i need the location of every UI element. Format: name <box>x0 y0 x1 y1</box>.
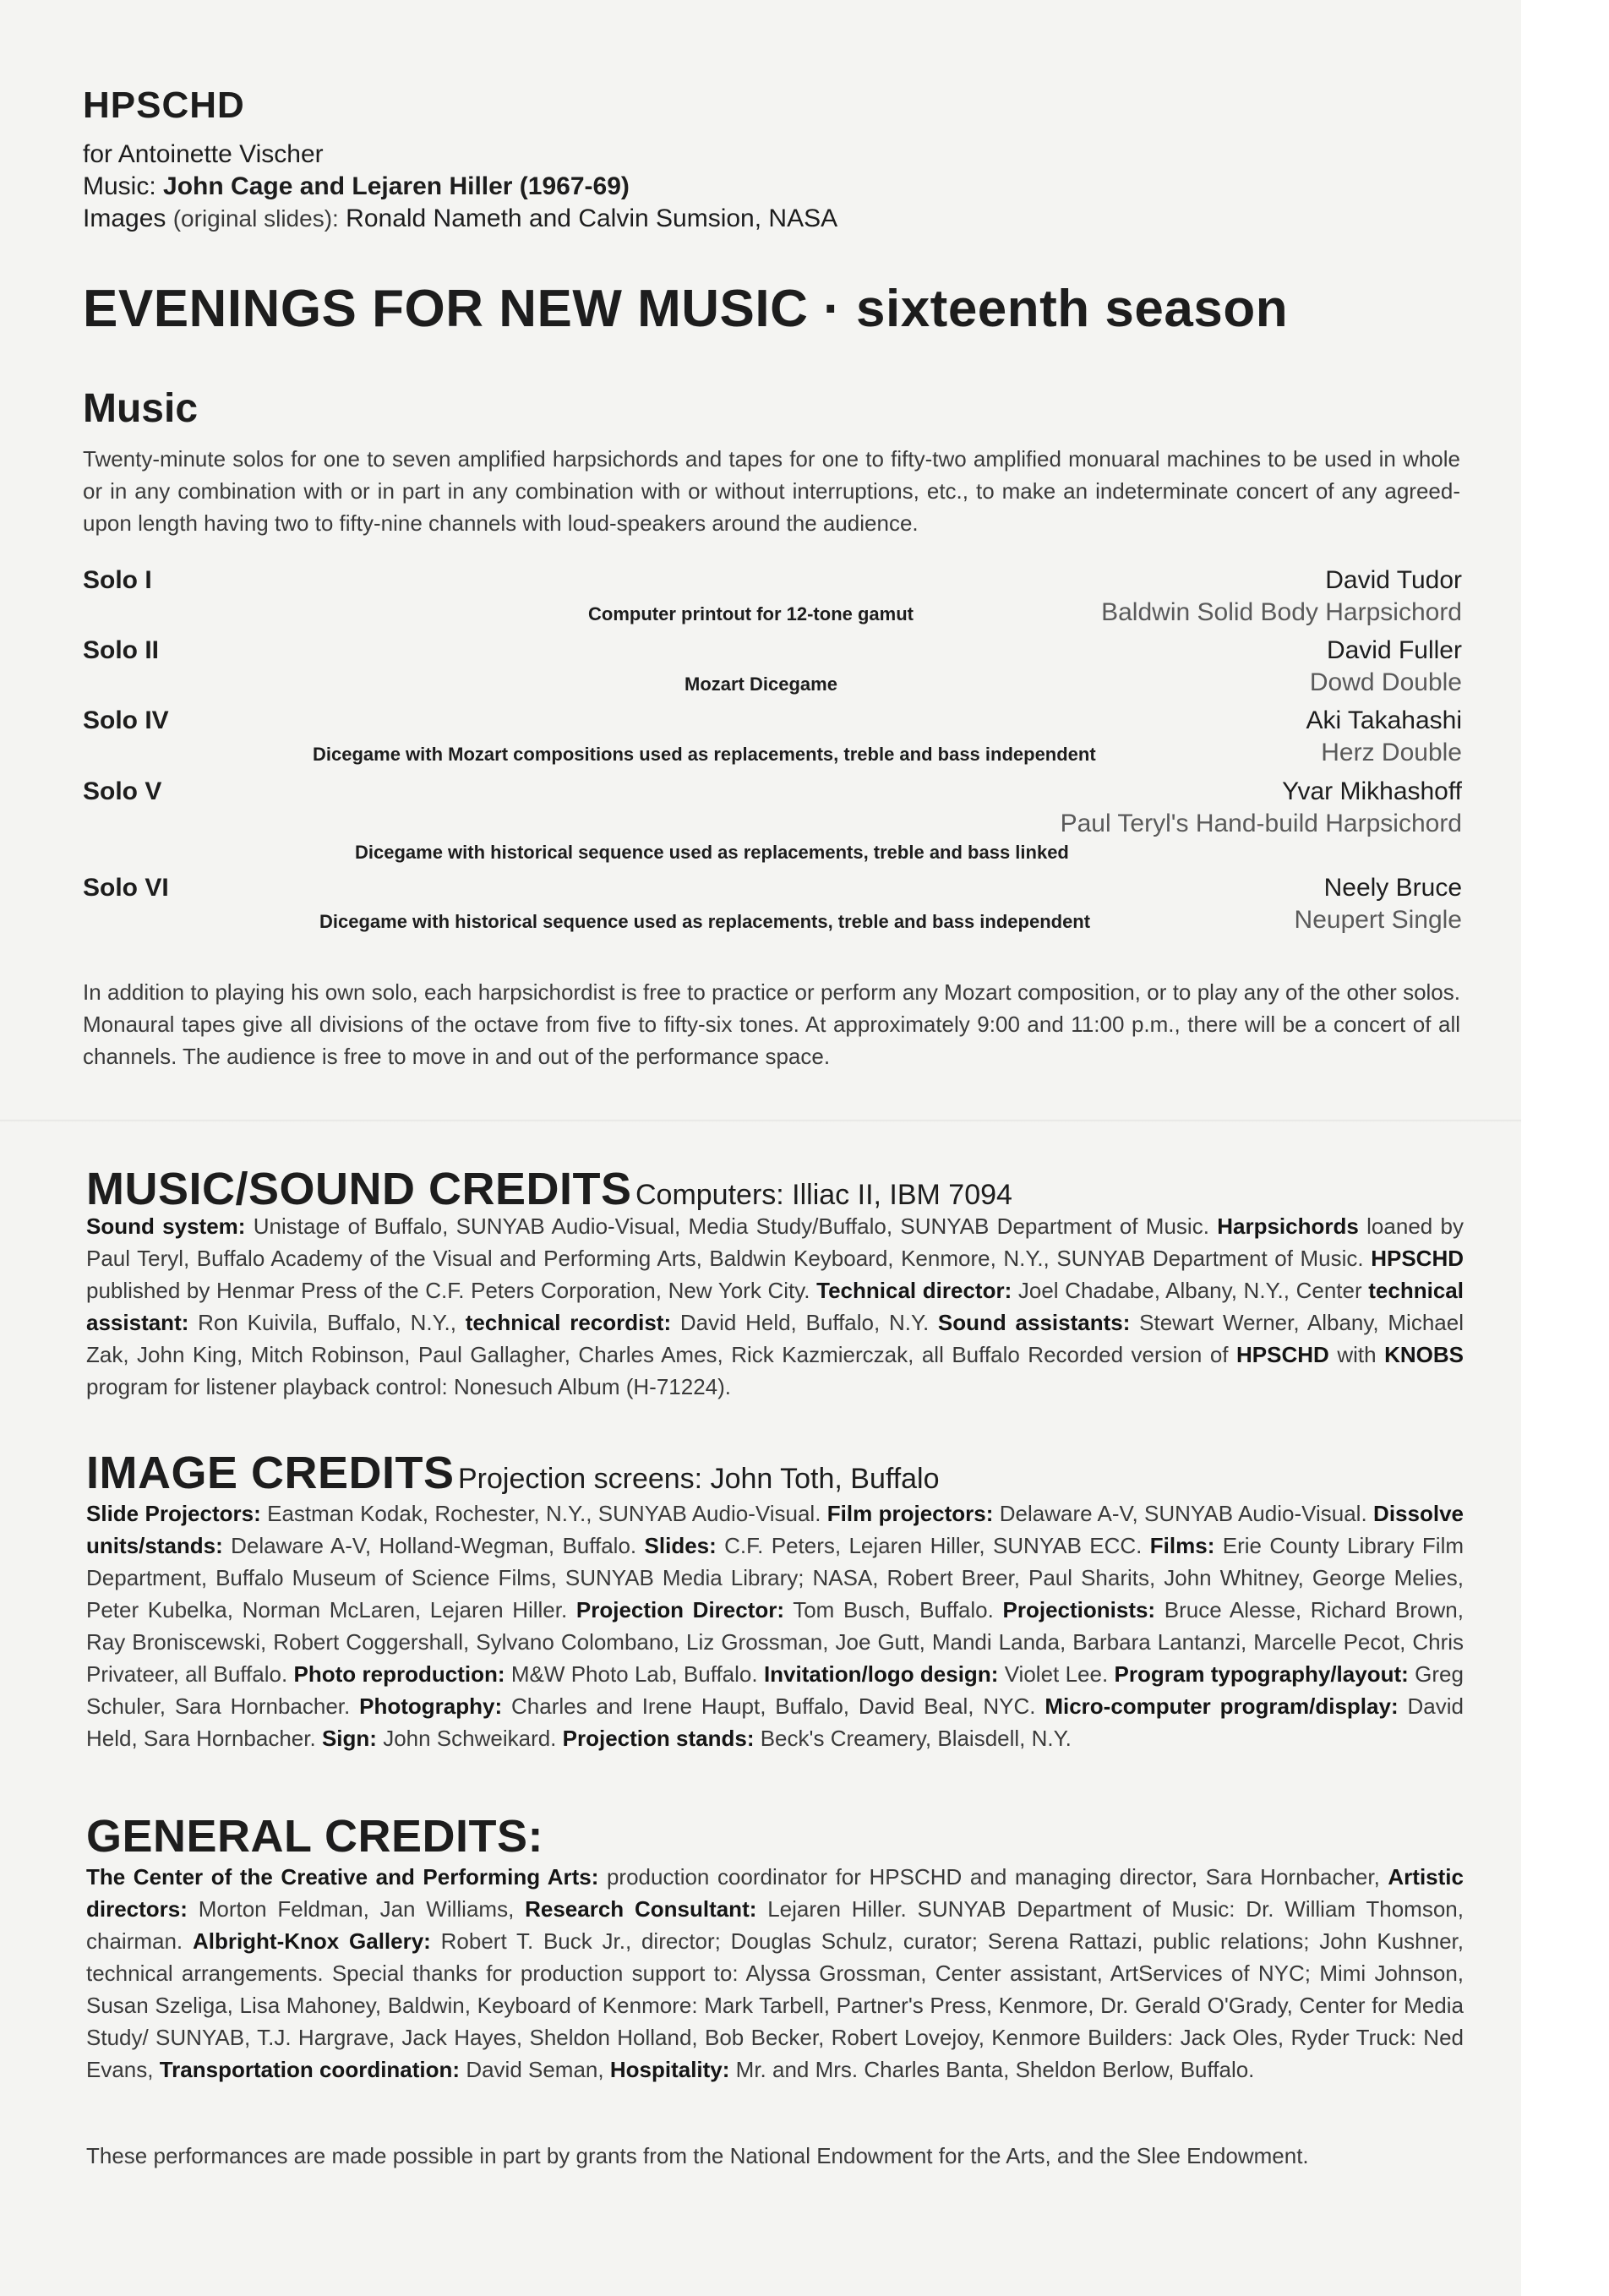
credit-label: Projection Director: <box>575 1597 785 1622</box>
solo-instrument: Baldwin Solid Body Harpsichord <box>1101 598 1462 626</box>
music-heading: Music <box>83 386 199 431</box>
credit-label: The Center of the Creative and Performing Arts: <box>86 1864 599 1890</box>
credit-label: Projectionists: <box>1002 1597 1156 1622</box>
credit-text: Eastman Kodak, Rochester, N.Y., SUNYAB Audio-Visual. <box>267 1501 821 1526</box>
solo-performer: Aki Takahashi <box>1306 706 1462 734</box>
music-sound-credits-body <box>86 1210 1464 1403</box>
solo-performer: David Tudor <box>1325 566 1462 594</box>
credit-label: Dissolve units/stands: <box>86 1501 1464 1558</box>
credit-text: Joel Chadabe, Albany, N.Y., Center <box>1017 1278 1362 1303</box>
image-credits-heading <box>86 1447 940 1499</box>
credit-text: Delaware A-V, SUNYAB Audio-Visual. <box>999 1501 1367 1526</box>
performance-notes: In addition to playing his own solo, each harpsichordist is free to practice or perform any Mozart composition, or to play any of the other solos. Monaural tapes give all divisions of the octave from five to fifty-six tones. At approximately 9:00 and 11:00 p.m., there will be a concert of all channels. The audience is free to move in and out of the performance space. <box>83 979 1460 1069</box>
music-description: Twenty-minute solos for one to seven amplified harpsichords and tapes for one to fifty-two amplified monuaral machines to be used in whole or in any combination with or in part in any combination with or without interruptions, etc., to make an indeterminate concert of any agreed-upon length having two to fifty-nine channels with loud-speakers around the audience. <box>83 446 1460 536</box>
general-credits-body <box>86 1861 1464 2086</box>
credit-label: Program typography/layout: <box>1114 1661 1409 1687</box>
credit-text: Charles and Irene Haupt, Buffalo, David Beal, NYC. <box>511 1693 1036 1719</box>
credit-label: technical recordist: <box>465 1310 672 1335</box>
solo-name: Solo I <box>83 566 152 594</box>
dedication: for Antoinette Vischer <box>83 140 324 168</box>
credit-label: Sign: <box>321 1726 377 1751</box>
solo-name: Solo V <box>83 777 162 805</box>
solo-entry <box>83 874 1462 941</box>
credit-label: HPSCHD <box>1236 1342 1329 1367</box>
credit-text: Delaware A-V, Holland-Wegman, Buffalo. <box>231 1533 637 1558</box>
credit-label: Film projectors: <box>826 1501 994 1526</box>
solo-performer: Neely Bruce <box>1323 874 1462 902</box>
credit-text: David Held, Buffalo, N.Y. <box>679 1310 930 1335</box>
solo-name: Solo II <box>83 636 159 664</box>
credit-text: Unistage of Buffalo, SUNYAB Audio-Visual, Media Study/Buffalo, SUNYAB Department of Music. <box>253 1213 1209 1239</box>
credit-text: Greg Schuler, Sara Hornbacher. <box>86 1661 1464 1719</box>
credit-label: Projection stands: <box>562 1726 755 1751</box>
credit-label: Transportation coordination: <box>159 2057 461 2082</box>
solo-note: Dicegame with Mozart compositions used as replacements, treble and bass independent <box>313 744 1096 765</box>
solo-note: Dicegame with historical sequence used as replacements, treble and bass linked <box>355 842 1069 863</box>
credit-label: Hospitality: <box>609 2057 730 2082</box>
credit-text: Bruce Alesse, Richard Brown, Ray Broniscewski, Robert Coggershall, Sylvano Colombano, Liz Grossman, Joe Gutt, Mandi Landa, Barbara Lantanzi, Marcelle Pecot, Chris Privateer, all Buffalo. <box>86 1597 1464 1687</box>
images-credit-line <box>83 203 1460 235</box>
music-label: Music: <box>83 172 156 200</box>
credit-text: with <box>1337 1342 1377 1367</box>
images-label: Images <box>83 205 166 232</box>
solo-note: Dicegame with historical sequence used as replacements, treble and bass independent <box>319 911 1091 932</box>
credit-label: Albright-Knox Gallery: <box>192 1928 431 1954</box>
credit-label: Sound assistants: <box>937 1310 1131 1335</box>
solo-entry <box>83 706 1462 774</box>
images-note: (original slides): <box>172 205 339 232</box>
credit-label: Photography: <box>359 1693 503 1719</box>
solo-instrument: Paul Teryl's Hand-build Harpsichord <box>1060 810 1462 837</box>
general-credits-title: GENERAL CREDITS: <box>86 1811 544 1862</box>
credit-label: Films: <box>1149 1533 1215 1558</box>
credit-label: Sound system: <box>86 1213 246 1239</box>
credit-text: David Held, Sara Hornbacher. <box>86 1693 1464 1751</box>
music-credit-line <box>83 171 1460 203</box>
solo-note: Computer printout for 12-tone gamut <box>588 603 914 624</box>
credit-text: Stewart Werner, Albany, Michael Zak, John King, Mitch Robinson, Paul Gallagher, Charles Ames, Rick Kazmierczak, all Buffalo Recorded version of <box>86 1310 1464 1367</box>
image-credits-title: IMAGE CREDITS <box>86 1448 455 1498</box>
projection-screens-line: Projection screens: John Toth, Buffalo <box>457 1463 940 1495</box>
program-header-details <box>83 139 1460 235</box>
music-sound-credits-title: MUSIC/SOUND CREDITS <box>86 1164 632 1214</box>
credit-text: Lejaren Hiller. SUNYAB Department of Music: Dr. William Thomson, chairman. <box>86 1896 1464 1954</box>
solo-entry <box>83 566 1462 634</box>
credit-label: Technical director: <box>816 1278 1012 1303</box>
computers-line: Computers: Illiac II, IBM 7094 <box>635 1179 1012 1211</box>
image-credits-body <box>86 1497 1464 1754</box>
solo-instrument: Dowd Double <box>1309 668 1462 696</box>
credit-text: Mr. and Mrs. Charles Banta, Sheldon Berlow, Buffalo. <box>735 2057 1255 2082</box>
credit-label: Photo reproduction: <box>293 1661 505 1687</box>
solo-name: Solo VI <box>83 874 169 902</box>
credit-text: Tom Busch, Buffalo. <box>793 1597 994 1622</box>
credit-text: Beck's Creamery, Blaisdell, N.Y. <box>760 1726 1072 1751</box>
credit-label: Slide Projectors: <box>86 1501 261 1526</box>
credit-text: David Seman, <box>466 2057 604 2082</box>
credit-text: John Schweikard. <box>383 1726 557 1751</box>
composers: John Cage and Lejaren Hiller (1967-69) <box>163 172 630 200</box>
solo-performer: David Fuller <box>1326 636 1462 664</box>
credit-text: published by Henmar Press of the C.F. Peters Corporation, New York City. <box>86 1278 810 1303</box>
credit-text: loaned by Paul Teryl, Buffalo Academy of the Visual and Performing Arts, Baldwin Keyboard, Kenmore, N.Y., SUNYAB Department of Music. <box>86 1213 1464 1271</box>
credit-text: Morton Feldman, Jan Williams, <box>198 1896 515 1922</box>
solo-instrument: Herz Double <box>1321 739 1462 766</box>
credit-label: Research Consultant: <box>525 1896 757 1922</box>
credit-label: KNOBS <box>1384 1342 1464 1367</box>
credit-text: M&W Photo Lab, Buffalo. <box>510 1661 758 1687</box>
grants-note: These performances are made possible in part by grants from the National Endowment for the Arts, and the Slee Endowment. <box>86 2143 1309 2168</box>
solo-instrument: Neupert Single <box>1294 906 1462 934</box>
credit-text: program for listener playback control: Nonesuch Album (H-71224). <box>86 1374 732 1399</box>
credit-label: Slides: <box>644 1533 717 1558</box>
solo-entry <box>83 777 1462 870</box>
solo-entry <box>83 636 1462 704</box>
credit-label: Harpsichords <box>1217 1213 1359 1239</box>
credit-label: Micro-computer program/display: <box>1044 1693 1399 1719</box>
solo-note: Mozart Dicegame <box>685 674 837 695</box>
season-title: EVENINGS FOR NEW MUSIC · sixteenth season <box>83 280 1289 338</box>
credit-label: Artistic directors: <box>86 1864 1464 1922</box>
page-fold <box>0 1120 1521 1122</box>
credit-text: Ron Kuivila, Buffalo, N.Y., <box>198 1310 456 1335</box>
solo-performer: Yvar Mikhashoff <box>1282 777 1462 805</box>
credit-text: Erie County Library Film Department, Buffalo Museum of Science Films, SUNYAB Media Library; NASA, Robert Breer, Paul Sharits, John Whitney, George Melies, Peter Kubelka, Norman McLaren, Lejaren Hiller. <box>86 1533 1464 1622</box>
credit-label: HPSCHD <box>1371 1246 1464 1271</box>
general-credits-heading <box>86 1810 543 1862</box>
images-authors: Ronald Nameth and Calvin Sumsion, NASA <box>346 205 838 232</box>
credit-text: C.F. Peters, Lejaren Hiller, SUNYAB ECC. <box>724 1533 1143 1558</box>
solo-name: Solo IV <box>83 706 169 734</box>
credit-label: technical assistant: <box>86 1278 1464 1335</box>
credit-text: Violet Lee. <box>1004 1661 1109 1687</box>
music-sound-credits-heading <box>86 1163 1012 1215</box>
program-title: HPSCHD <box>83 85 245 126</box>
credit-text: Robert T. Buck Jr., director; Douglas Schulz, curator; Serena Rattazi, public relations; John Kushner, technical arrangements. Special thanks for production support to: Alyssa Grossman, Center assistant, ArtServices of NYC; Mimi Johnson, Susan Szeliga, Lisa Mahoney, Baldwin, Keyboard of Kenmore: Mark Tarbell, Partner's Press, Kenmore, Dr. Gerald O'Grady, Center for Media Study/ SUNYAB, T.J. Hargrave, Jack Hayes, Sheldon Holland, Bob Becker, Robert Lovejoy, Kenmore Builders: Jack Oles, Ryder Truck: Ned Evans, <box>86 1928 1464 2082</box>
credit-text: production coordinator for HPSCHD and managing director, Sara Hornbacher, <box>606 1864 1380 1890</box>
credit-label: Invitation/logo design: <box>763 1661 999 1687</box>
